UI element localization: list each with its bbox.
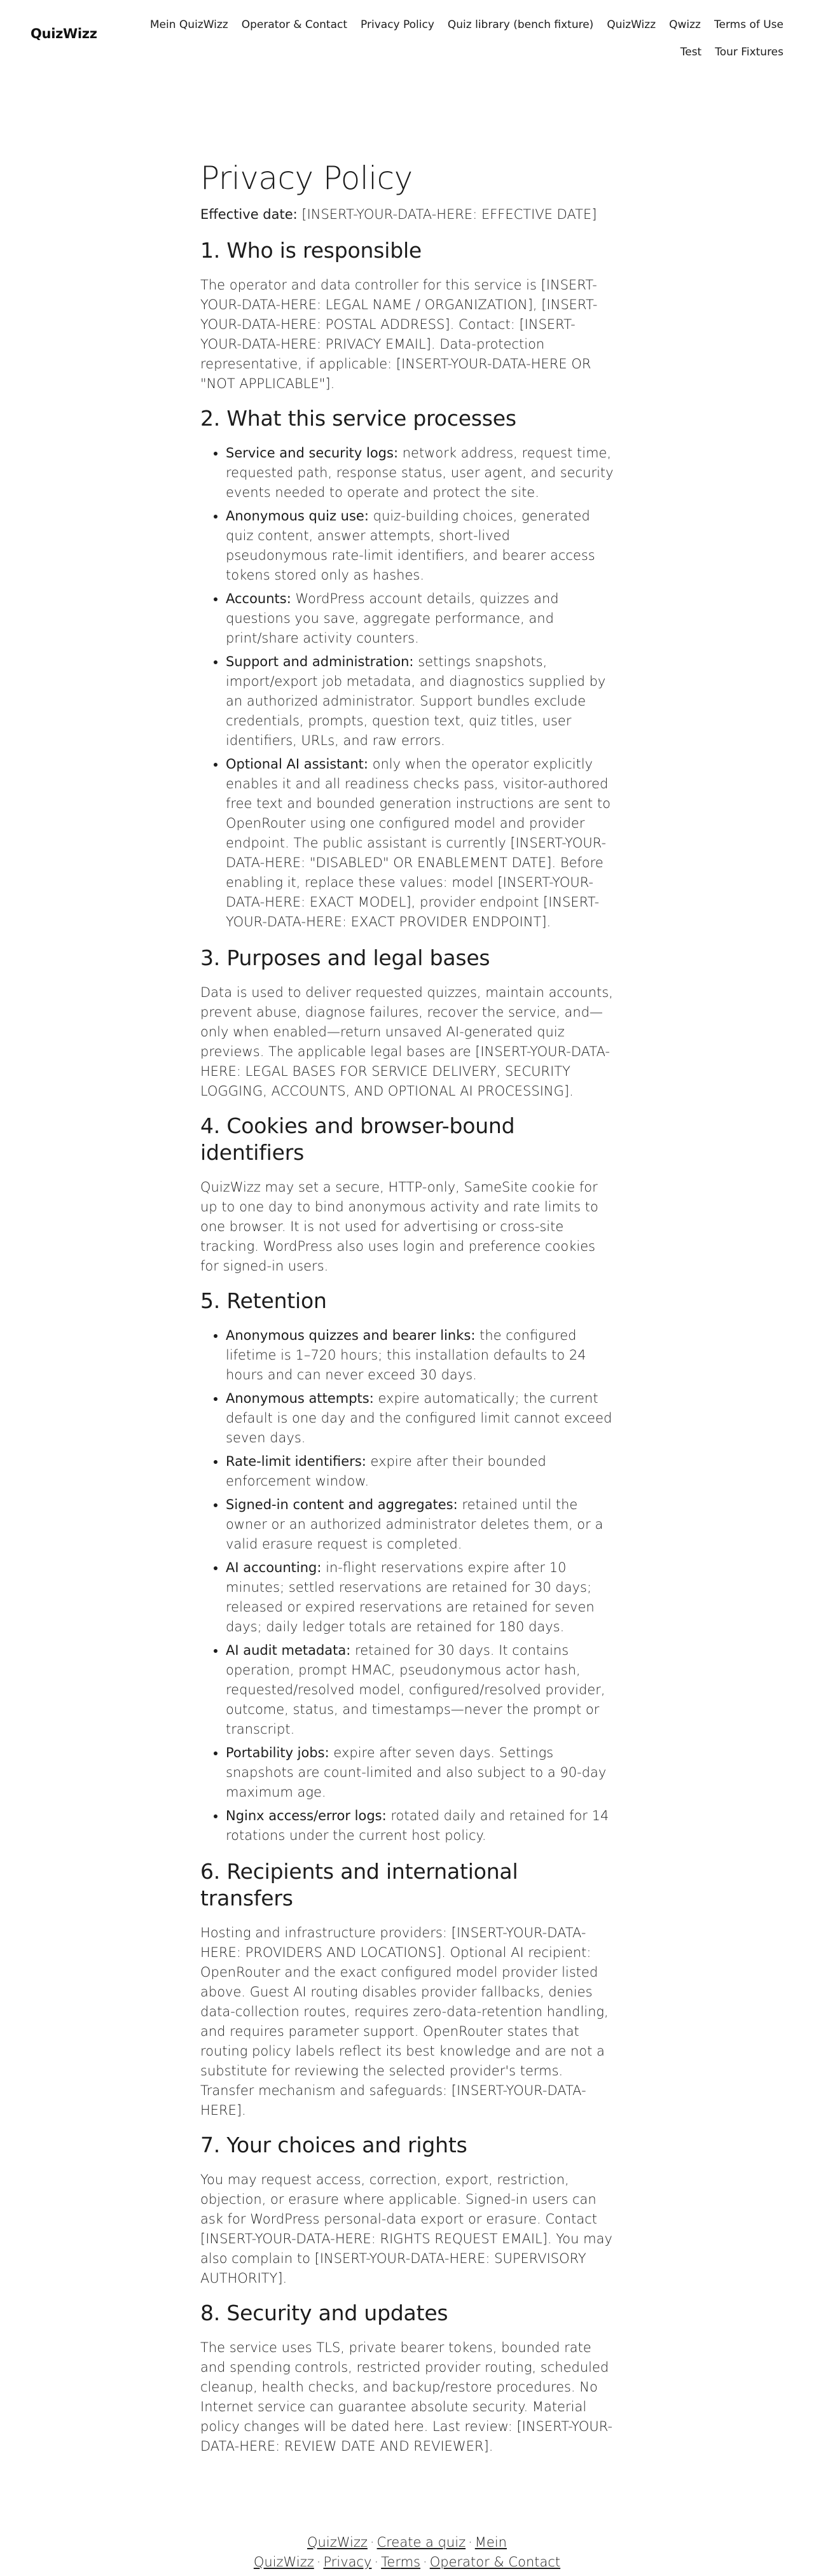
section-heading-security: 8. Security and updates	[200, 2301, 448, 2325]
section-paragraph: QuizWizz may set a secure, HTTP-only, SameSite cookie for up to one day to bind anonymous activity and rate limits to one browser. It is not used for advertising or cross-site tracking. WordPress also uses login and preference cookies for signed-in users.	[200, 1180, 598, 1274]
nav-link-qwizz[interactable]: Qwizz	[669, 18, 701, 31]
nav-link-privacy-policy[interactable]: Privacy Policy	[361, 18, 434, 31]
nav-link-operator-contact[interactable]: Operator & Contact	[241, 18, 348, 31]
list-item-term: Service and security logs:	[226, 445, 399, 461]
retention-list	[200, 1326, 614, 1846]
nav-link-terms-of-use[interactable]: Terms of Use	[714, 18, 783, 31]
section-paragraph: Data is used to deliver requested quizzes, maintain accounts, prevent abuse, diagnose failures, recover the service, and—only when enabled—return unsaved AI-generated quiz previews. The applicable legal bases are [INSERT-YOUR-DATA-HERE: LEGAL BASES FOR SERVICE DELIVERY, SECURITY LOGGING, ACCOUNTS, AND OPTIONAL AI PROCESSING].	[200, 985, 613, 1099]
list-item-term: AI audit metadata:	[226, 1643, 351, 1658]
nav-link-quizwizz[interactable]: QuizWizz	[607, 18, 656, 31]
list-item-text: network address, request time, requested path, response status, user agent, and security events needed to operate and protect the site.	[226, 445, 614, 500]
list-item-text: expire automatically; the current default is one day and the configured limit cannot exceed seven days.	[226, 1391, 612, 1445]
effective-date-label: Effective date:	[200, 207, 298, 222]
effective-date-value: [INSERT-YOUR-DATA-HERE: EFFECTIVE DATE]	[301, 207, 597, 222]
site-footer	[200, 2533, 614, 2576]
section-paragraph: You may request access, correction, export, restriction, objection, or erasure where applicable. Signed-in users can ask for WordPress personal-data export or erasure. Contact [INSERT-YOUR-DATA-HERE: RIGHTS REQUEST EMAIL]. You may also complain to [INSERT-YOUR-DATA-HERE: SUPERVISORY AUTHORITY].	[200, 2172, 612, 2286]
list-item-text: settings snapshots, import/export job metadata, and diagnostics supplied by an authorized administrator. Support bundles exclude credentials, prompts, question text, quiz titles, user identifiers, URLs, and raw errors.	[226, 654, 606, 748]
page-title: Privacy Policy	[200, 160, 413, 197]
list-item-text: quiz-building choices, generated quiz content, answer attempts, short-lived pseudonymous rate-limit identifiers, and bearer access tokens stored only as hashes.	[226, 508, 595, 583]
list-item-term: Rate-limit identifiers:	[226, 1454, 366, 1469]
list-item	[226, 443, 614, 503]
footer-link-privacy[interactable]: Privacy	[323, 2554, 372, 2570]
list-item	[226, 1452, 614, 1491]
list-item-text: WordPress account details, quizzes and questions you save, aggregate performance, and print/share activity counters.	[226, 591, 559, 646]
primary-nav	[148, 11, 783, 66]
list-item-text: only when the operator explicitly enables it and all readiness checks pass, visitor-authored free text and bounded generation instructions are sent to OpenRouter using one configured model and provider endpoint. The public assistant is currently [INSERT-YOUR-DATA-HERE: "DISABLED" OR ENABLEMENT DATE]. Before enabling it, replace these values: model [INSERT-YOUR-DATA-HERE: EXACT MODEL], provider endpoint [INSERT-YOUR-DATA-HERE: EXACT PROVIDER ENDPOINT].	[226, 756, 611, 929]
list-item-term: Optional AI assistant:	[226, 756, 368, 772]
effective-date	[200, 205, 614, 225]
list-item-term: Anonymous quiz use:	[226, 508, 369, 524]
list-item-term: Anonymous quizzes and bearer links:	[226, 1328, 476, 1343]
section-paragraph: The operator and data controller for this service is [INSERT-YOUR-DATA-HERE: LEGAL NAME / ORGANIZATION], [INSERT-YOUR-DATA-HERE: POSTAL ADDRESS]. Contact: [INSERT-YOUR-DATA-HERE: PRIVACY EMAIL]. Data-protection representative, if applicable: [INSERT-YOUR-DATA-HERE OR "NOT APPLICABLE"].	[200, 277, 598, 391]
section-heading-processing: 2. What this service processes	[200, 406, 516, 431]
footer-link-create-quiz[interactable]: Create a quiz	[376, 2535, 466, 2550]
footer-link-operator-contact[interactable]: Operator & Contact	[429, 2554, 561, 2570]
list-item	[226, 1743, 614, 1802]
section-heading-rights: 7. Your choices and rights	[200, 2133, 467, 2157]
list-item-text: the configured lifetime is 1–720 hours; this installation defaults to 24 hours and can never exceed 30 days.	[226, 1328, 586, 1382]
list-item-term: Accounts:	[226, 591, 291, 606]
processing-list	[200, 443, 614, 932]
list-item-text: expire after seven days. Settings snapshots are count-limited and also subject to a 90-day maximum age.	[226, 1745, 607, 1800]
section-heading-recipients: 6. Recipients and international transfers	[200, 1859, 518, 1911]
footer-separator: ·	[374, 2554, 379, 2570]
section-paragraph: Hosting and infrastructure providers: [INSERT-YOUR-DATA-HERE: PROVIDERS AND LOCATIONS]. Optional AI recipient: OpenRouter and the exact configured model provider listed above. Guest AI routing disables provider fallbacks, denies data-collection routes, requires zero-data-retention handling, and requires parameter support. OpenRouter states that routing policy labels reflect its best knowledge and are not a substitute for reviewing the selected provider's terms. Transfer mechanism and safeguards: [INSERT-YOUR-DATA-HERE].	[200, 1925, 609, 2118]
list-item	[226, 589, 614, 648]
list-item-text: expire after their bounded enforcement window.	[226, 1454, 546, 1489]
list-item-term: Support and administration:	[226, 654, 414, 669]
list-item	[226, 652, 614, 751]
footer-separator: ·	[423, 2554, 427, 2570]
nav-link-tour-fixtures[interactable]: Tour Fixtures	[715, 46, 783, 59]
list-item	[226, 1641, 614, 1739]
list-item-term: Signed-in content and aggregates:	[226, 1497, 458, 1512]
footer-separator: ·	[369, 2535, 375, 2550]
main-content	[200, 76, 614, 2456]
list-item-text: in-flight reservations expire after 10 minutes; settled reservations are retained for 30 days; released or expired reservations are retained for seven days; daily ledger totals are retained for 180 days.	[226, 1560, 595, 1634]
list-item	[226, 1806, 614, 1846]
site-title-link[interactable]: QuizWizz	[31, 26, 97, 41]
footer-separator: ·	[316, 2554, 321, 2570]
list-item	[226, 1389, 614, 1448]
section-heading-cookies: 4. Cookies and browser-bound identifiers	[200, 1113, 515, 1165]
list-item	[226, 1326, 614, 1385]
list-item	[226, 506, 614, 585]
site-header	[0, 0, 814, 76]
footer-link-mein-quizwizz[interactable]: Mein QuizWizz	[253, 2535, 507, 2570]
section-heading-responsible: 1. Who is responsible	[200, 238, 422, 263]
list-item-term: Anonymous attempts:	[226, 1391, 374, 1406]
footer-link-quizwizz[interactable]: QuizWizz	[307, 2535, 368, 2550]
nav-link-test[interactable]: Test	[680, 46, 702, 59]
section-paragraph: The service uses TLS, private bearer tokens, bounded rate and spending controls, restricted provider routing, scheduled cleanup, health checks, and backup/restore procedures. No Internet service can guarantee absolute security. Material policy changes will be dated here. Last review: [INSERT-YOUR-DATA-HERE: REVIEW DATE AND REVIEWER].	[200, 2340, 613, 2454]
list-item-term: Nginx access/error logs:	[226, 1808, 387, 1823]
section-heading-retention: 5. Retention	[200, 1288, 327, 1313]
list-item-text: retained for 30 days. It contains operation, prompt HMAC, pseudonymous actor hash, requested/resolved model, configured/resolved provider, outcome, status, and timestamps—never the prompt or transcript.	[226, 1643, 605, 1737]
nav-link-quiz-library[interactable]: Quiz library (bench fixture)	[447, 18, 594, 31]
list-item	[226, 1495, 614, 1554]
footer-separator: ·	[468, 2535, 473, 2550]
list-item-term: AI accounting:	[226, 1560, 322, 1575]
list-item-text: retained until the owner or an authorized administrator deletes them, or a valid erasure request is completed.	[226, 1497, 604, 1552]
list-item-text: rotated daily and retained for 14 rotations under the current host policy.	[226, 1808, 609, 1843]
list-item-term: Portability jobs:	[226, 1745, 329, 1760]
footer-link-terms[interactable]: Terms	[381, 2554, 421, 2570]
nav-link-mein-quizwizz[interactable]: Mein QuizWizz	[149, 18, 228, 31]
list-item	[226, 755, 614, 932]
list-item	[226, 1558, 614, 1637]
section-heading-purposes: 3. Purposes and legal bases	[200, 945, 490, 970]
